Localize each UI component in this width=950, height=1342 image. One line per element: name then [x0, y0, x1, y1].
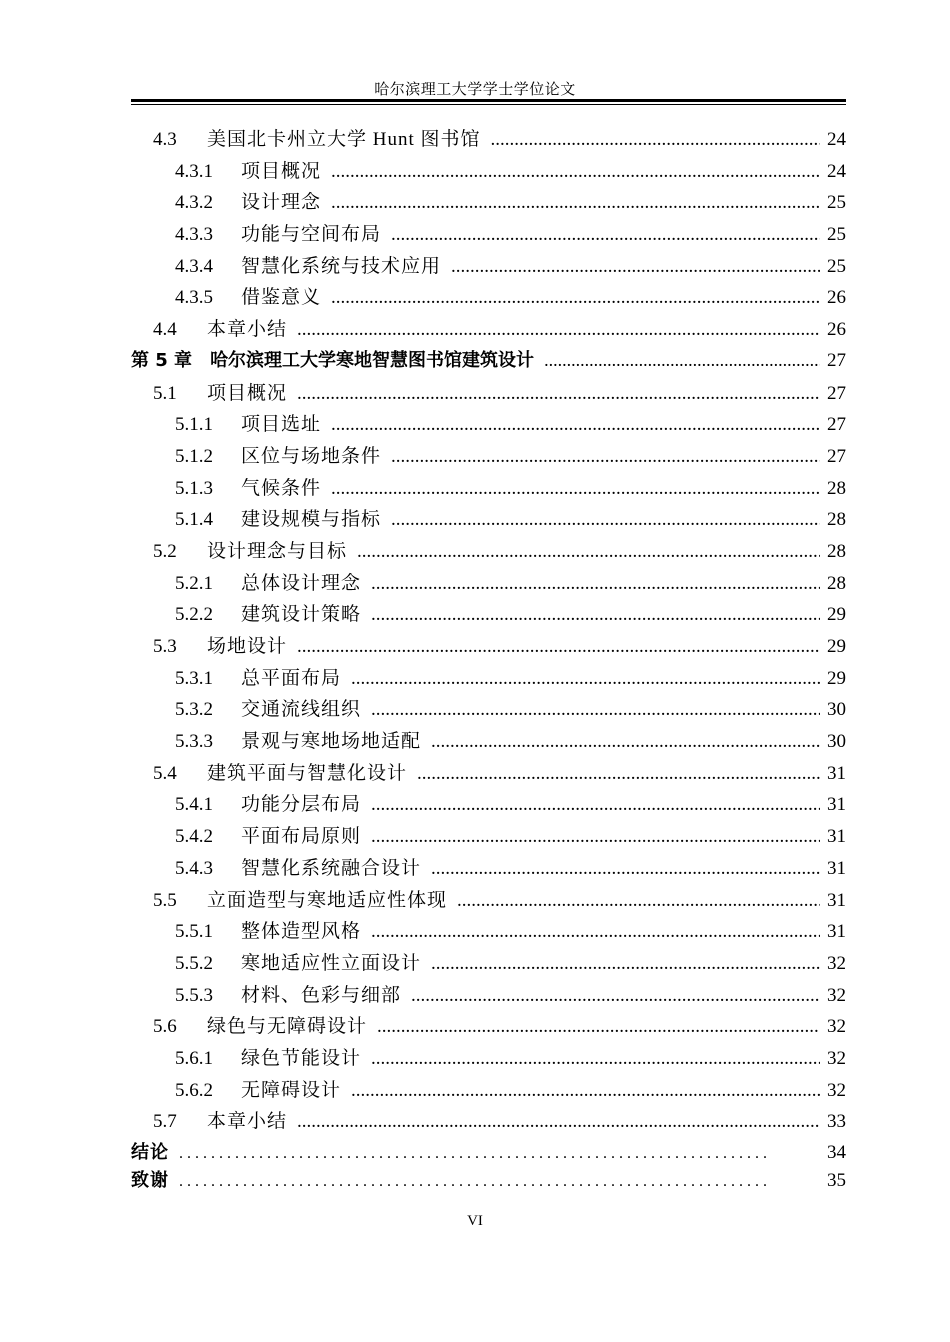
toc-entry-title: 本章小结	[207, 1111, 288, 1133]
toc-entry-number: 4.3.2	[175, 192, 213, 214]
toc-entry-page: 28	[827, 509, 846, 531]
toc-leader-dots	[431, 953, 820, 975]
toc-entry-number: 5.2.1	[175, 572, 213, 594]
toc-entry-number: 5.6.2	[175, 1079, 213, 1101]
toc-entry-title: 致谢	[131, 1170, 169, 1191]
toc-entry-page: 31	[827, 889, 846, 911]
toc-entry-page: 32	[827, 1016, 846, 1038]
toc-entry-title: 智慧化系统与技术应用	[241, 255, 442, 277]
toc-leader-dots	[351, 668, 820, 690]
toc-entry[interactable]	[131, 789, 846, 821]
toc-leader-dots	[297, 383, 820, 405]
toc-entry[interactable]	[131, 1043, 846, 1075]
toc-entry[interactable]	[131, 1106, 846, 1138]
toc-entry-page: 25	[827, 192, 846, 214]
toc-leader-dots	[371, 826, 820, 848]
toc-entry-title: 美国北卡州立大学 Hunt 图书馆	[207, 129, 481, 150]
toc-entry-title: 本章小结	[207, 319, 288, 341]
toc-leader-dots	[351, 1080, 820, 1102]
toc-entry[interactable]	[131, 821, 846, 853]
toc-entry[interactable]	[131, 314, 846, 346]
toc-entry-page: 27	[827, 445, 846, 467]
toc-entry-page: 33	[827, 1111, 846, 1133]
header-rule-thin	[131, 104, 846, 105]
toc-leader-dots	[391, 509, 820, 531]
toc-entry[interactable]	[131, 1075, 846, 1107]
toc-entry-page: 29	[827, 636, 846, 657]
toc-entry-page: 34	[827, 1142, 846, 1163]
toc-entry-number: 5.6.1	[175, 1047, 213, 1069]
toc-entry-page: 25	[827, 255, 846, 277]
toc-entry-number: 5.1.3	[175, 477, 213, 499]
toc-entry-number: 5.5.3	[175, 984, 213, 1006]
toc-leader-dots	[457, 890, 820, 912]
toc-entry-number: 5.1	[153, 382, 177, 404]
toc-leader-dots	[297, 319, 820, 341]
toc-entry-number: 5.4.2	[175, 826, 213, 848]
toc-leader-dots	[411, 985, 820, 1007]
toc-leader-dots	[371, 794, 820, 816]
toc-entry-number: 5.5.2	[175, 952, 213, 974]
toc-entry-title: 项目概况	[241, 160, 322, 182]
toc-entry-title: 借鉴意义	[241, 287, 322, 309]
toc-entry-page: 24	[827, 129, 846, 150]
toc-entry-page: 32	[827, 952, 846, 974]
toc-entry[interactable]	[131, 631, 846, 663]
toc-leader-dots	[331, 287, 820, 309]
toc-entry[interactable]	[131, 599, 846, 631]
toc-entry-title: 区位与场地条件	[241, 445, 382, 467]
toc-leader-dots	[544, 350, 820, 371]
toc-entry-number: 5.1.1	[175, 414, 213, 436]
toc-entry-number: 5.3.3	[175, 731, 213, 753]
toc-leader-dots	[297, 1111, 820, 1133]
toc-entry-number: 5.4.3	[175, 857, 213, 879]
toc-entry-page: 28	[827, 540, 846, 562]
toc-entry-title: 寒地适应性立面设计	[241, 952, 422, 974]
toc-entry-page: 32	[827, 1079, 846, 1101]
toc-entry-number: 5.4.1	[175, 794, 213, 816]
toc-entry-number: 5.2	[153, 540, 177, 562]
toc-backmatter-entry[interactable]	[131, 1166, 846, 1194]
toc-entry[interactable]	[131, 568, 846, 600]
toc-entry[interactable]	[131, 1011, 846, 1043]
toc-entry-number: 5.5.1	[175, 921, 213, 943]
toc-leader-dots	[371, 604, 820, 626]
toc-leader-dots	[371, 573, 820, 595]
toc-entry-page: 30	[827, 699, 846, 721]
toc-entry-number: 4.4	[153, 319, 177, 341]
toc-entry[interactable]	[131, 726, 846, 758]
toc-entry-page: 27	[827, 382, 846, 404]
toc-entry-title: 气候条件	[241, 477, 322, 499]
toc-entry-page: 26	[827, 319, 846, 341]
toc-entry-title: 景观与寒地场地适配	[241, 731, 422, 753]
toc-entry-page: 29	[827, 667, 846, 689]
toc-entry-number: 5.3	[153, 636, 177, 657]
toc-entry[interactable]	[131, 219, 846, 251]
toc-entry-title: 智慧化系统融合设计	[241, 857, 422, 879]
toc-entry-title: 整体造型风格	[241, 921, 362, 943]
toc-entry-title: 结论	[131, 1142, 169, 1163]
page-number: VI	[467, 1213, 483, 1229]
toc-entry-title: 平面布局原则	[241, 826, 362, 848]
toc-entry-title: 立面造型与寒地适应性体现	[207, 889, 448, 911]
toc-entry-number: 5.3.1	[175, 667, 213, 689]
toc-entry-number: 5.3.2	[175, 699, 213, 721]
toc-entry-page: 30	[827, 731, 846, 753]
toc-entry-title: 哈尔滨理工大学寒地智慧图书馆建筑设计	[210, 349, 535, 371]
toc-leader-dots	[377, 1016, 820, 1038]
toc-leader-dots	[371, 921, 820, 943]
toc-entry[interactable]	[131, 916, 846, 948]
toc-leader-dots	[331, 478, 820, 500]
toc-entry-title: 功能与空间布局	[241, 224, 382, 246]
toc-entry-page: 31	[827, 921, 846, 943]
toc-entry[interactable]	[131, 156, 846, 188]
toc-entry-title: 建筑设计策略	[241, 604, 362, 626]
toc-entry-number: 5.1.4	[175, 509, 213, 531]
toc-entry-title: 材料、色彩与细部	[241, 984, 402, 1006]
toc-entry-title: 设计理念与目标	[207, 540, 348, 562]
toc-leader-dots	[417, 763, 820, 785]
toc-entry-title: 绿色与无障碍设计	[207, 1016, 368, 1038]
header-rule-thick	[131, 99, 846, 102]
toc-entry-number: 4.3.5	[175, 287, 213, 309]
toc-leader-dots	[331, 192, 820, 214]
toc-entry-title: 无障碍设计	[241, 1079, 342, 1101]
toc-entry[interactable]	[131, 378, 846, 410]
toc-leader-dots	[357, 541, 820, 563]
table-of-contents	[131, 124, 846, 1194]
toc-entry-title: 设计理念	[241, 192, 322, 214]
toc-entry-number: 4.3.1	[175, 160, 213, 182]
toc-entry-page: 27	[827, 414, 846, 436]
toc-entry-page: 31	[827, 857, 846, 879]
toc-entry[interactable]	[131, 885, 846, 917]
page-header-title: 哈尔滨理工大学学士学位论文	[374, 82, 576, 98]
toc-entry[interactable]	[131, 980, 846, 1012]
toc-leader-dots	[331, 414, 820, 436]
toc-entry[interactable]	[131, 948, 846, 980]
toc-entry-number: 5.4	[153, 762, 177, 784]
toc-entry[interactable]	[131, 853, 846, 885]
toc-leader-dots	[331, 161, 820, 183]
toc-chapter-entry[interactable]	[131, 346, 846, 378]
toc-entry[interactable]	[131, 282, 846, 314]
toc-entry[interactable]	[131, 187, 846, 219]
toc-entry-title: 项目选址	[241, 414, 322, 436]
toc-leader-dots	[179, 1173, 820, 1191]
toc-entry[interactable]	[131, 409, 846, 441]
toc-entry-title: 功能分层布局	[241, 794, 362, 816]
toc-entry-number: 第 5 章	[131, 349, 193, 371]
toc-entry-title: 绿色节能设计	[241, 1047, 362, 1069]
toc-entry-number: 4.3	[153, 129, 177, 150]
toc-entry-number: 4.3.3	[175, 224, 213, 246]
toc-entry[interactable]	[131, 124, 846, 156]
toc-leader-dots	[371, 699, 820, 721]
toc-entry[interactable]	[131, 694, 846, 726]
toc-entry-page: 35	[827, 1170, 846, 1191]
toc-entry-title: 建筑平面与智慧化设计	[207, 762, 408, 784]
toc-leader-dots	[431, 731, 820, 753]
toc-entry-title: 场地设计	[207, 636, 288, 657]
toc-entry-page: 31	[827, 826, 846, 848]
toc-backmatter-entry[interactable]	[131, 1138, 846, 1166]
toc-entry-page: 32	[827, 1047, 846, 1069]
toc-entry-page: 27	[827, 349, 846, 371]
toc-entry[interactable]	[131, 758, 846, 790]
toc-leader-dots	[297, 636, 820, 658]
toc-entry[interactable]	[131, 441, 846, 473]
toc-leader-dots	[179, 1145, 820, 1163]
toc-entry-number: 5.1.2	[175, 445, 213, 467]
toc-entry-page: 26	[827, 287, 846, 309]
toc-entry[interactable]	[131, 536, 846, 568]
toc-leader-dots	[391, 446, 820, 468]
toc-entry-page: 28	[827, 477, 846, 499]
toc-entry-page: 31	[827, 794, 846, 816]
toc-entry-title: 总体设计理念	[241, 572, 362, 594]
toc-entry-number: 4.3.4	[175, 255, 213, 277]
toc-entry[interactable]	[131, 251, 846, 283]
toc-leader-dots	[451, 256, 820, 278]
toc-entry-page: 29	[827, 604, 846, 626]
toc-entry-title: 交通流线组织	[241, 699, 362, 721]
toc-entry-title: 建设规模与指标	[241, 509, 382, 531]
toc-entry-page: 28	[827, 572, 846, 594]
toc-entry[interactable]	[131, 663, 846, 695]
toc-entry-number: 5.6	[153, 1016, 177, 1038]
toc-leader-dots	[431, 858, 820, 880]
toc-entry-page: 25	[827, 224, 846, 246]
toc-entry-page: 32	[827, 984, 846, 1006]
toc-leader-dots	[491, 129, 820, 151]
toc-entry-title: 项目概况	[207, 382, 288, 404]
toc-entry-number: 5.2.2	[175, 604, 213, 626]
toc-entry-page: 24	[827, 160, 846, 182]
toc-entry[interactable]	[131, 473, 846, 505]
toc-entry-number: 5.7	[153, 1111, 177, 1133]
toc-entry-title: 总平面布局	[241, 667, 342, 689]
toc-entry[interactable]	[131, 504, 846, 536]
toc-leader-dots	[391, 224, 820, 246]
toc-leader-dots	[371, 1048, 820, 1070]
toc-entry-number: 5.5	[153, 889, 177, 911]
toc-entry-page: 31	[827, 762, 846, 784]
